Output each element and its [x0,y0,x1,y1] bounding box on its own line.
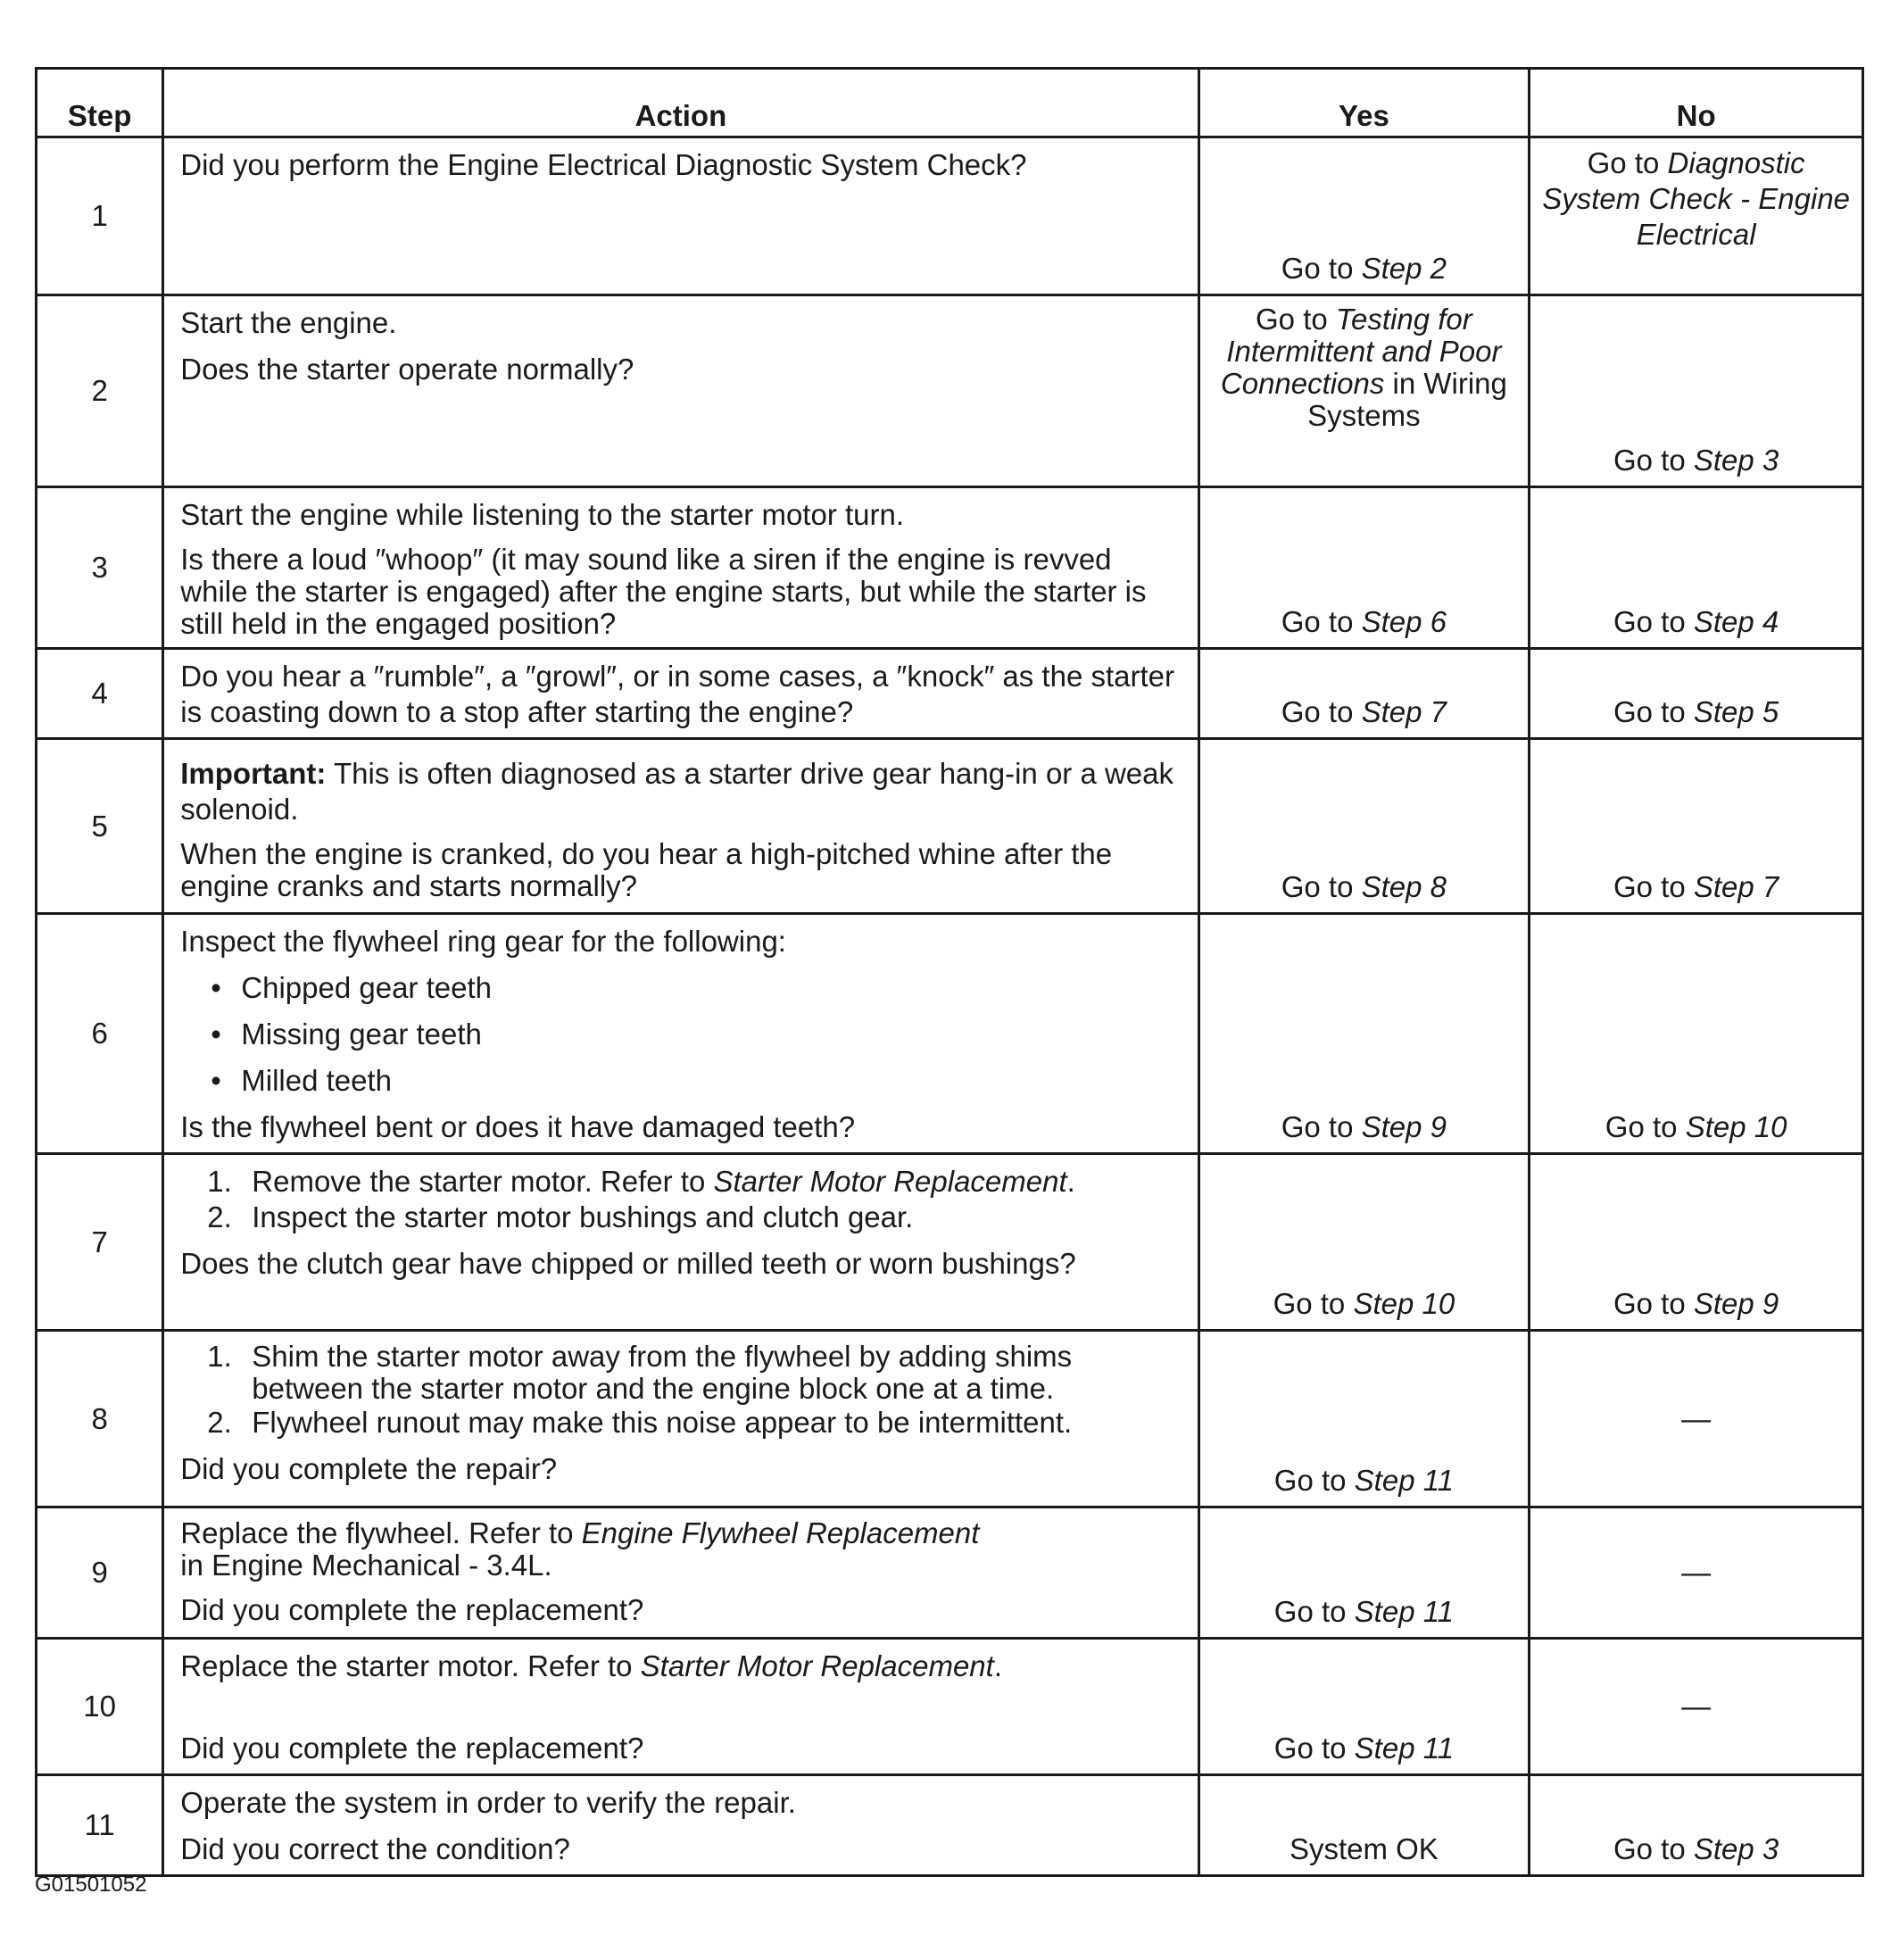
go-to-text: Go to [1273,1595,1347,1628]
reference-link[interactable]: Engine Flywheel Replacement [581,1516,980,1549]
header-yes: Yes [1198,69,1530,137]
go-to-text: Go to [1273,1464,1347,1497]
table-row [37,137,1863,295]
reference-link[interactable]: Starter Motor Replacement [713,1165,1067,1198]
yes-cell [1198,295,1530,487]
item-text: Remove the starter motor. Refer to [252,1165,706,1198]
action-cell [163,739,1198,914]
step-number: 8 [37,1331,163,1507]
no-link[interactable]: Step 9 [1693,1287,1779,1320]
table-row [37,1331,1863,1507]
yes-link[interactable]: Step 9 [1361,1110,1447,1143]
header-row [37,69,1863,137]
table-row [37,1507,1863,1639]
yes-link[interactable]: Step 11 [1354,1595,1454,1628]
no-link[interactable]: Step 3 [1693,1832,1779,1865]
yes-cell [1198,649,1530,739]
yes-cell [1198,487,1530,649]
bullet-item: • Chipped gear teeth [211,970,1181,1006]
action-cell [163,487,1198,649]
yes-cell [1198,914,1530,1154]
step-number: 1 [37,137,163,295]
yes-link[interactable]: Step 10 [1353,1287,1455,1320]
instruction-text: Replace the flywheel. Refer to [180,1516,574,1549]
step-number: 4 [37,649,163,739]
action-cell [163,295,1198,487]
yes-cell [1198,739,1530,914]
item-text: Shim the starter motor away from the flywheel by adding shims between the starter motor and the engine block one at a time. [252,1340,1073,1405]
action-instruction: Inspect the flywheel ring gear for the following: [180,925,786,958]
go-to-text: Go to [1587,146,1660,179]
step-number: 7 [37,1154,163,1331]
table-row [37,739,1863,914]
go-to-text: Go to [1613,1287,1686,1320]
reference-link[interactable]: Starter Motor Replacement [640,1649,994,1682]
yes-cell [1198,1331,1530,1507]
header-no: No [1530,69,1863,137]
action-instruction [180,1517,1181,1582]
no-cell [1530,295,1863,487]
go-to-text: Go to [1613,605,1686,638]
go-to-text: Go to [1273,1287,1346,1320]
action-question: Did you perform the Engine Electrical Diagnostic System Check? [180,148,1027,181]
no-link[interactable]: Step 7 [1693,870,1779,903]
numbered-item [207,1200,1181,1235]
item-number: 1. [207,1165,232,1198]
action-question: When the engine is cranked, do you hear a high-pitched whine after the engine cranks and starts normally? [180,837,1113,902]
numbered-item [207,1164,1181,1200]
no-cell [1530,487,1863,649]
header-step: Step [37,69,163,137]
step-number: 11 [37,1775,163,1876]
yes-cell [1198,137,1530,295]
go-to-text: Go to [1281,695,1354,728]
action-cell [163,1507,1198,1639]
action-question: Did you complete the replacement? [180,1593,644,1626]
action-question: Is there a loud ″whoop″ (it may sound like a siren if the engine is revved while the starter is engaged) after the engine starts, but while the starter is still held in the engaged position? [180,543,1147,640]
item-text: Inspect the starter motor bushings and clutch gear. [252,1200,914,1233]
table-row [37,1154,1863,1331]
yes-cell [1198,1639,1530,1775]
action-cell [163,1639,1198,1775]
action-question: Is the flywheel bent or does it have damaged teeth? [180,1110,856,1143]
no-cell: — [1530,1507,1863,1639]
no-cell [1530,739,1863,914]
bullet-item: • Missing gear teeth [211,1017,1181,1052]
yes-link[interactable]: Step 8 [1361,870,1447,903]
action-question: Does the starter operate normally? [180,353,634,386]
instruction-end: . [993,1649,1003,1682]
action-instruction [180,1649,1181,1684]
important-text: This is often diagnosed as a starter drive gear hang-in or a weak solenoid. [180,757,1174,826]
no-link[interactable]: Step 10 [1685,1110,1787,1143]
table-row [37,1639,1863,1775]
go-to-text: Go to [1613,695,1686,728]
table-row [37,295,1863,487]
item-number: 2. [207,1200,232,1233]
yes-link[interactable]: Step 2 [1361,252,1447,285]
figure-id: G01501052 [35,1873,147,1897]
item-number: 1. [207,1340,232,1373]
yes-cell [1198,1507,1530,1639]
no-cell: — [1530,1331,1863,1507]
yes-cell: System OK [1198,1775,1530,1876]
go-to-text: Go to [1613,1832,1686,1865]
no-cell [1530,914,1863,1154]
yes-link[interactable]: Step 11 [1354,1732,1454,1765]
go-to-text: Go to [1613,870,1686,903]
go-to-text: Go to [1281,870,1354,903]
step-number: 9 [37,1507,163,1639]
action-cell [163,137,1198,295]
go-to-text: Go to [1281,1110,1354,1143]
instruction-end: in Engine Mechanical - 3.4L. [180,1549,552,1582]
item-number: 2. [207,1406,232,1439]
step-number: 6 [37,914,163,1154]
go-to-text: Go to [1281,252,1354,285]
yes-suffix: in Wiring Systems [1307,367,1507,432]
action-question: Did you correct the condition? [180,1832,570,1865]
step-number: 2 [37,295,163,487]
diagnostic-table [35,67,1864,1877]
go-to-text: Go to [1281,605,1354,638]
go-to-text: Go to [1273,1732,1347,1765]
bullet-item: • Milled teeth [211,1063,1181,1099]
go-to-text: Go to [1613,444,1686,477]
item-text: Flywheel runout may make this noise appear to be intermittent. [252,1406,1073,1439]
no-link[interactable]: Step 3 [1693,444,1779,477]
table-row [37,649,1863,739]
table-row [37,487,1863,649]
numbered-item [207,1405,1181,1441]
yes-link[interactable]: Testing for Intermittent and Poor Connections [1220,303,1502,400]
yes-link[interactable]: Step 7 [1361,695,1447,728]
no-cell [1530,137,1863,295]
no-cell [1530,1154,1863,1331]
no-link[interactable]: Step 4 [1693,605,1779,638]
yes-cell [1198,1154,1530,1331]
step-number: 3 [37,487,163,649]
no-cell [1530,649,1863,739]
no-link[interactable]: Step 5 [1693,695,1779,728]
table-row [37,914,1863,1154]
action-question: Did you complete the repair? [180,1452,558,1485]
action-question: Do you hear a ″rumble″, a ″growl″, or in some cases, a ″knock″ as the starter is coasting down to a stop after starting the engine? [180,660,1174,728]
action-cell [163,1775,1198,1876]
action-cell [163,649,1198,739]
step-number: 5 [37,739,163,914]
no-link[interactable]: Diagnostic System Check - Engine Electrical [1542,146,1851,251]
action-instruction: Start the engine. [180,306,397,339]
action-instruction: Start the engine while listening to the starter motor turn. [180,498,905,531]
go-to-text: Go to [1256,303,1328,336]
numbered-item [207,1341,1181,1405]
item-end: . [1066,1165,1075,1198]
header-action: Action [163,69,1198,137]
important-note [180,756,1181,827]
no-cell [1530,1775,1863,1876]
action-cell [163,914,1198,1154]
instruction-text: Replace the starter motor. Refer to [180,1649,633,1682]
action-cell [163,1331,1198,1507]
step-number: 10 [37,1639,163,1775]
action-question: Did you complete the replacement? [180,1732,644,1765]
yes-link[interactable]: Step 11 [1354,1464,1454,1497]
action-instruction: Operate the system in order to verify the repair. [180,1786,796,1819]
yes-link[interactable]: Step 6 [1361,605,1447,638]
no-cell: — [1530,1639,1863,1775]
important-label: Important: [180,757,327,790]
go-to-text: Go to [1605,1110,1678,1143]
action-cell [163,1154,1198,1331]
table-row [37,1775,1863,1876]
action-question: Does the clutch gear have chipped or milled teeth or worn bushings? [180,1247,1076,1280]
